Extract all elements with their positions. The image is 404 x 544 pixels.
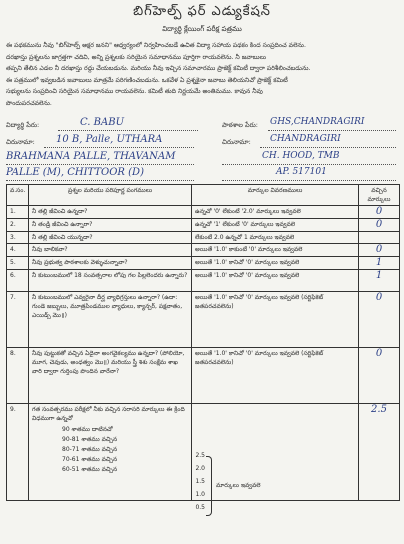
- header-question: ప్రశ్నల మరియు పరిపూర్ణ పంగములు: [29, 185, 192, 206]
- row-number: 2.: [7, 219, 29, 232]
- address-line-1[interactable]: 10 B, Palle, UTHARA: [56, 134, 163, 145]
- scale-label: మార్కులు ఇవ్వవలె: [216, 482, 261, 489]
- school-name-label: పాఠశాల పేరు:: [222, 121, 258, 129]
- row-number: 1.: [7, 206, 29, 219]
- row-question: నీవు బాలికవా?: [29, 244, 192, 257]
- scale-value: 1.5: [195, 478, 205, 485]
- row-score: 1: [375, 257, 383, 268]
- school-address-underline-3: [222, 180, 396, 181]
- percentage-ranges: [32, 425, 188, 475]
- row-score-cell[interactable]: [359, 244, 400, 257]
- scale-value: 2.0: [195, 465, 205, 472]
- row-marking: అయితే '1.0' కాకుంటే '0' మార్కులు ఇవ్వవలె: [192, 244, 359, 257]
- row-marking: ఉన్నచో '0' లేకుంటే '2.0' మార్కులు ఇవ్వవలె: [192, 206, 359, 219]
- row-score: 2.5: [371, 404, 387, 415]
- range-item: 60-51 శాతము వచ్చిన: [62, 466, 118, 473]
- row-question: నీ తండ్రి జీవించి ఉన్నారా?: [29, 219, 192, 232]
- row-score-cell[interactable]: [359, 404, 400, 501]
- row-question: నీ తల్లి జీవించి ఉన్నదా?: [29, 206, 192, 219]
- row-score: 0: [375, 244, 383, 255]
- row-score-cell[interactable]: [359, 292, 400, 348]
- address-underline-1: [44, 147, 194, 148]
- scale-brace: [206, 456, 212, 516]
- row-score-cell[interactable]: [359, 348, 400, 404]
- row-question: నీ కుటుంబములో ఎవ్వరైనా దీర్ఘ వ్యాధిగ్రస్తులు ఉన్నారా? (ఉదా: గుండె జబ్బులు, మూత్రపిండముల వ్యాధులు, క్యాన్సర్, పక్షవాతం, ఎయిడ్స్ మొ॥): [29, 292, 192, 348]
- instruction-line: ఈ పథకమును నీవు "బిగ్‌హెల్ప్ అక్షర జనని" ఆధ్వర్యంలో నిర్వహించబడే ఉచిత విద్యా సహాయ పథకం కింద సంప్రదించ వలెను.: [6, 42, 306, 49]
- table-row: [7, 292, 400, 348]
- address-line-3[interactable]: PALLE (M), CHITTOOR (D): [6, 167, 144, 178]
- table-row: [7, 232, 400, 244]
- student-address-label: చిరునామా:: [6, 138, 35, 146]
- row-score-cell[interactable]: [359, 206, 400, 219]
- row-number: 5.: [7, 257, 29, 270]
- row-score: 0: [375, 348, 383, 359]
- header-score: వచ్చిన మార్కులు: [359, 185, 400, 206]
- table-row: [7, 206, 400, 219]
- row-marking: అయితే '1.0' కానిచో '0' మార్కులు ఇవ్వవలె (సర్టిఫికెట్ జతపరచవలెను): [192, 348, 359, 404]
- row-number: 4.: [7, 244, 29, 257]
- row-question: గత సంవత్సరము పరీక్షలో నీకు వచ్చిన సరాసరి మార్కులు ఈ క్రింది విధముగా ఉన్నచో: [32, 406, 185, 422]
- instructions-paragraph: [6, 40, 398, 109]
- instruction-line: దరఖాస్తు ప్రశ్నలను జాగ్రత్తగా చదివి, అన్ని ప్రశ్నలకు సరియైన సమాధానము పూర్తిగా రాయవలెను. నీ జవాబులు: [6, 53, 267, 61]
- row-number: 7.: [7, 292, 29, 348]
- scale-value: 2.5: [195, 452, 205, 459]
- row-question: నీవు ప్రభుత్వ పాఠశాలకు వెళ్ళుచున్నావా?: [29, 257, 192, 270]
- school-address-line-3[interactable]: AP. 517101: [276, 167, 327, 177]
- student-name-label: విద్యార్థి పేరు:: [6, 121, 40, 129]
- row-score: 0: [375, 292, 383, 303]
- header-marking: మార్కుల వివరణములు: [192, 185, 359, 206]
- row-question: నీ తల్లి జీవించి యున్నదా?: [29, 232, 192, 244]
- instruction-line: సభ్యులను సంప్రదించి సరియైన సమాధానము రాయవలెను. కమిటీ తుది నిర్ణయమే అంతిమము. కావున నీవు: [6, 88, 263, 95]
- row-marking: అయితే '1.0' కానిచో '0' మార్కులు ఇవ్వవలె (సర్టిఫికెట్ జతపరచవలెను): [192, 292, 359, 348]
- row-score-cell[interactable]: [359, 257, 400, 270]
- row-score-cell[interactable]: [359, 232, 400, 244]
- student-name-value[interactable]: C. BABU: [80, 117, 124, 128]
- table-row: [7, 348, 400, 404]
- row-number: 9.: [7, 404, 29, 501]
- row-marking: ఉన్నచో '1' లేకుంటే '0' మార్కులు ఇవ్వవలె: [192, 219, 359, 232]
- row-question: నీవు పుట్టుకతో వచ్చిన ఏదైనా అంగవైకల్యము ఉన్నదా? (పోలియో, మూగ, చెవుడు, అంధత్వం మొ॥) మరియు స్త్రీ శిశు సంక్షేమ శాఖ వారి ద్వారా గుర్తింపు పొందిన వారేనా?: [29, 348, 192, 404]
- row-score: 1: [375, 270, 383, 281]
- school-address-underline-1: [260, 147, 396, 148]
- scale-value: 0.5: [195, 504, 205, 511]
- scale-value: 1.0: [195, 491, 205, 498]
- instruction-line: తప్పని తేలిన ఎడల నీ దరఖాస్తు రద్దు చేయబడును. మరియు నీవు ఇచ్చిన సమాచారము ప్రాజెక్ట్ కమిటీ ద్వారా పరిశీలించబడును.: [6, 65, 311, 72]
- form-title: బిగ్‌హెల్ప్ ఫర్ ఎడ్యుకేషన్: [133, 4, 271, 19]
- row-score-cell[interactable]: [359, 219, 400, 232]
- range-item: 90 శాతము దాటినచో: [62, 426, 113, 433]
- row-score-cell[interactable]: [359, 270, 400, 292]
- school-name-value[interactable]: GHS,CHANDRAGIRI: [270, 117, 365, 127]
- instruction-line: ఈ పత్రములో ఇవ్వబడిన జవాబులు మాత్రమే పరిగణించబడును. ఒకవేళ ఏ ప్రశ్నకైనా జవాబు తెలియనిచో ప్రాజెక్ట్ కమిటీ: [6, 76, 288, 84]
- form-subtitle: విద్యార్థి క్లేయింగ్ పరీక్ష పత్రము: [162, 25, 242, 33]
- student-name-underline: [58, 130, 198, 131]
- school-address-line-2[interactable]: CH. HOOD, TMB: [262, 151, 340, 161]
- header-serial: వ.సం.: [7, 185, 29, 206]
- range-item: 70-61 శాతము వచ్చిన: [62, 456, 118, 463]
- school-name-underline: [268, 130, 396, 131]
- table-row: [7, 244, 400, 257]
- row-marking: లేకుంటే 2.0 ఉన్నచో 1 మార్కులు ఇవ్వవలె: [192, 232, 359, 244]
- address-underline-2: [6, 164, 194, 165]
- range-item: 80-71 శాతము వచ్చిన: [62, 446, 118, 453]
- school-address-underline-2: [222, 164, 396, 165]
- row-score: 0: [375, 219, 383, 230]
- school-address-line-1[interactable]: CHANDRAGIRI: [270, 134, 341, 144]
- row-question: నీ కుటుంబములో 18 సంవత్సరాల లోపు గల పిల్లలెందరు ఉన్నారు?: [29, 270, 192, 292]
- row-question-with-ranges: [29, 404, 192, 501]
- school-address-label: చిరునామా:: [222, 138, 251, 146]
- row-score: 0: [375, 206, 383, 217]
- range-item: 90-81 శాతము వచ్చిన: [62, 436, 118, 443]
- address-underline-3: [6, 180, 194, 181]
- instruction-line: పొందుపరచవలెను.: [6, 99, 52, 107]
- table-row: [7, 270, 400, 292]
- row-marking: అయితే '1.0' కానిచో '0' మార్కులు ఇవ్వవలె: [192, 270, 359, 292]
- table-row: [7, 257, 400, 270]
- table-row: [7, 219, 400, 232]
- address-line-2[interactable]: BRAHMANA PALLE, THAVANAM: [6, 151, 176, 162]
- row-number: 3.: [7, 232, 29, 244]
- row-number: 8.: [7, 348, 29, 404]
- row-marking: అయితే '1.0' కానిచో '0' మార్కులు ఇవ్వవలె: [192, 257, 359, 270]
- row-number: 6.: [7, 270, 29, 292]
- table-header-row: [7, 185, 400, 206]
